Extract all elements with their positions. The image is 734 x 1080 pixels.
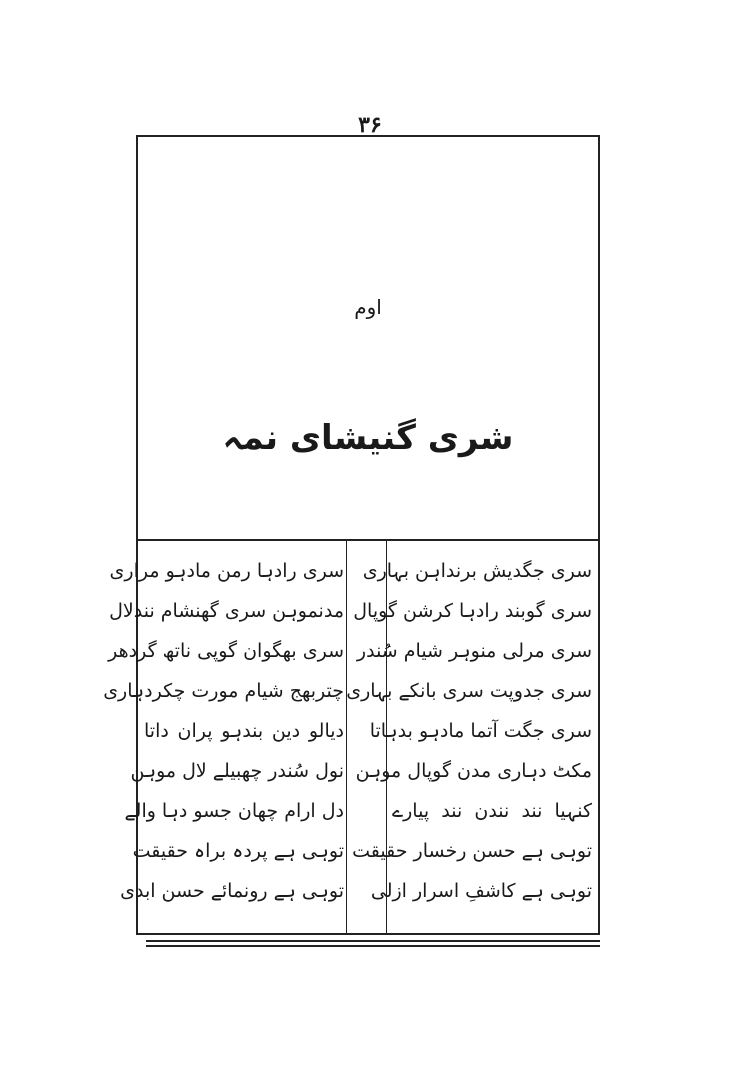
- title-box: [138, 137, 598, 541]
- invocation: اوم: [354, 295, 382, 319]
- verse-line: چتربھج شیام مورت چکردہاری: [103, 680, 344, 702]
- verse-line: مکٹ دہاری مدن گوپال موہن: [355, 760, 592, 782]
- bottom-rule: [146, 945, 600, 947]
- verse-line: سری گوبند رادہا کرشن گوپال: [353, 600, 592, 622]
- verse-column-right: [346, 551, 592, 931]
- verse-line: سری جدوپت سری بانکے بہاری: [346, 680, 592, 702]
- verse-line: سری بھگوان گوپی ناتھ گردھر: [108, 640, 344, 662]
- verse-line: دیالو دین بندہو پران داتا: [144, 720, 344, 742]
- text-frame: [103, 135, 600, 935]
- verse-column-left: [103, 551, 344, 931]
- verse-line: توہی ہے کاشفِ اسرار ازلی: [370, 880, 592, 902]
- verse-line: سری رادہا رمن مادہو مراری: [109, 560, 344, 582]
- page-number: ۳۶: [358, 112, 382, 138]
- verse-line: مدنموہن سری گھنشام نندلال: [109, 600, 344, 622]
- verse-line: توہی ہے رونمائے حسن ابدی: [120, 880, 344, 902]
- bottom-rule: [146, 940, 600, 942]
- verse-line: توہی ہے حسن رخسار حقیقت: [352, 840, 592, 862]
- verse-line: توہی ہے پردہ براہ حقیقت: [132, 840, 344, 862]
- verse-line: کنہیا نند نندن نند پیارے: [392, 800, 592, 822]
- verse-line: سری جگدیش برنداہن بہاری: [362, 560, 592, 582]
- page-title: شری گنیشای نمہ: [222, 418, 514, 458]
- column-divider: [346, 541, 347, 935]
- verse-line: سری جگت آتما مادہو بدہاتا: [369, 720, 592, 742]
- verse-line: نول سُندر چھبیلے لال موہن: [130, 760, 344, 782]
- verse-line: دل ارام چھان جسو دہا والے: [124, 800, 344, 822]
- verse-line: سری مرلی منوہر شیام سُندر: [356, 640, 592, 662]
